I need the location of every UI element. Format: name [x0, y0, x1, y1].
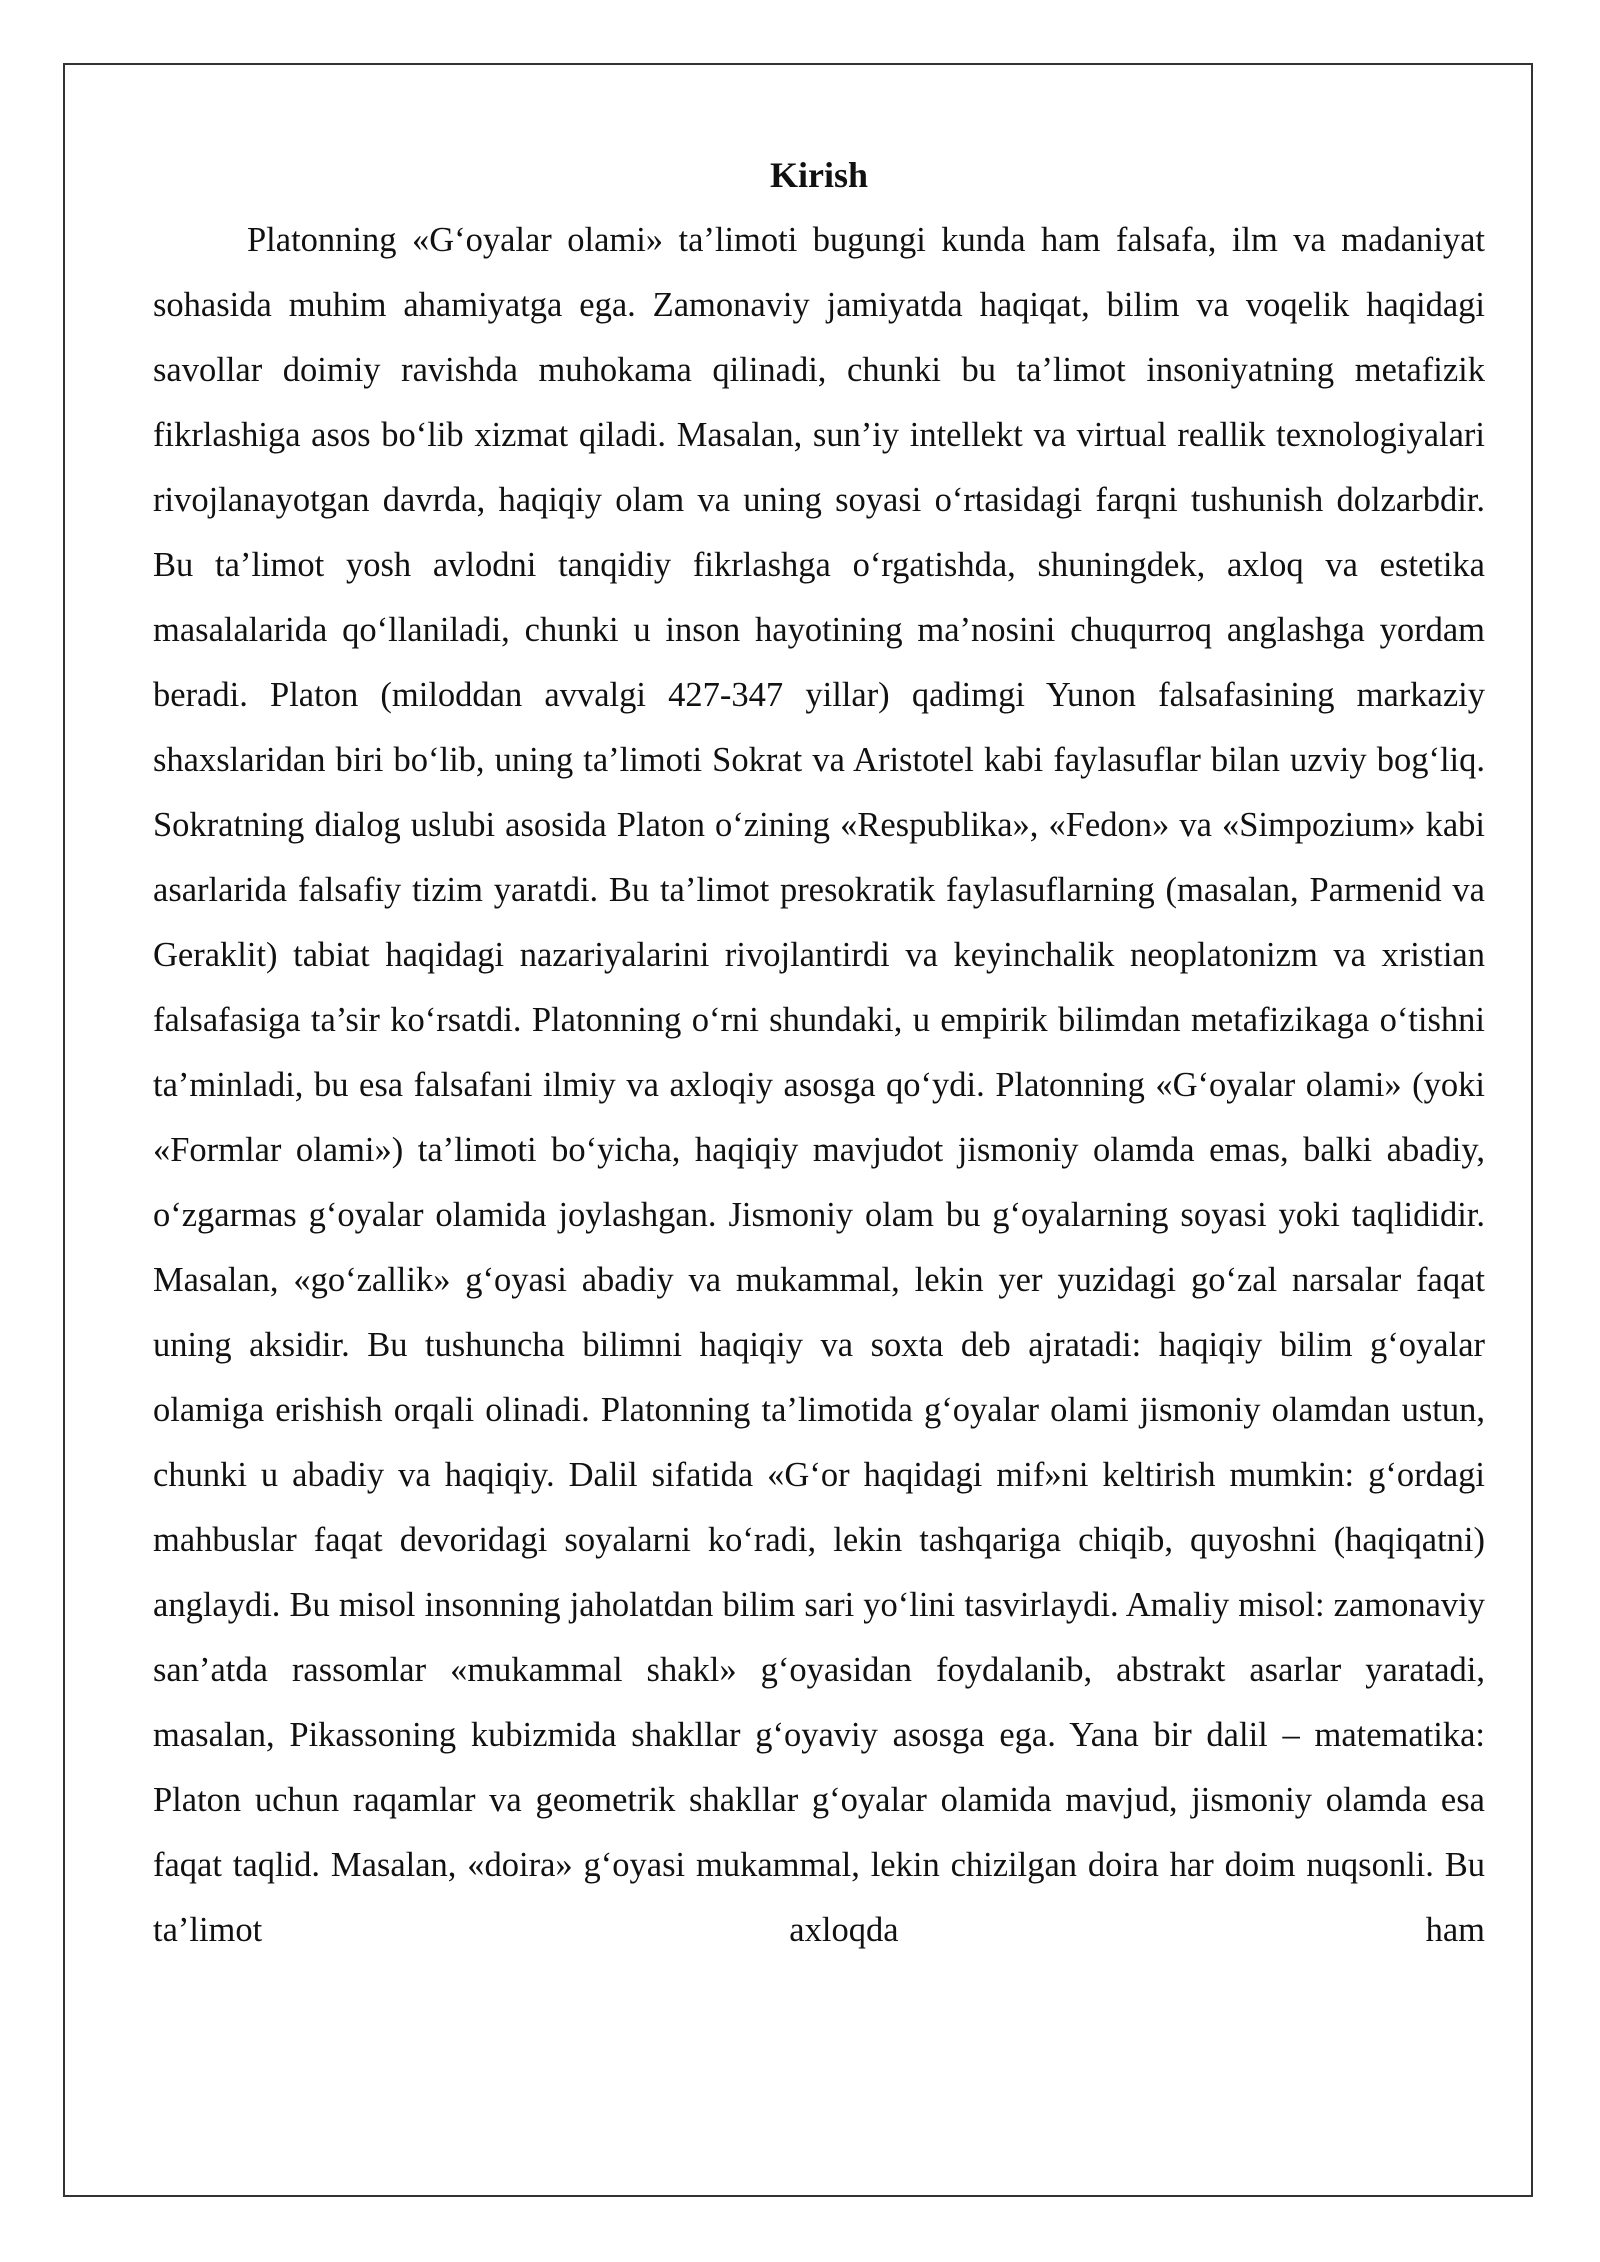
section-heading: Kirish [769, 155, 868, 195]
document-body [153, 143, 1485, 1963]
body-paragraph: Platonning «G‘oyalar olami» ta’limoti bugungi kunda ham falsafa, ilm va madaniyat sohasida muhim ahamiyatga ega. Zamonaviy jamiyatda haqiqat, bilim va voqelik haqidagi savollar doimiy ravishda muhokama qilinadi, chunki bu ta’limot insoniyatning metafizik fikrlashiga asos bo‘lib xizmat qiladi. Masalan, sun’iy intellekt va virtual reallik texnologiyalari rivojlanayotgan davrda, haqiqiy olam va uning soyasi o‘rtasidagi farqni tushunish dolzarbdir. Bu ta’limot yosh avlodni tanqidiy fikrlashga o‘rgatishda, shuningdek, axloq va estetika masalalarida qo‘llaniladi, chunki u inson hayotining ma’nosini chuqurroq anglashga yordam beradi. Platon (miloddan avvalgi 427-347 yillar) qadimgi Yunon falsafasining markaziy shaxslaridan biri bo‘lib, uning ta’limoti Sokrat va Aristotel kabi faylasuflar bilan uzviy bog‘liq. Sokratning dialog uslubi asosida Platon o‘zining «Respublika», «Fedon» va «Simpozium» kabi asarlarida falsafiy tizim yaratdi. Bu ta’limot presokratik faylasuflarning (masalan, Parmenid va Geraklit) tabiat haqidagi nazariyalarini rivojlantirdi va keyinchalik neoplatonizm va xristian falsafasiga ta’sir ko‘rsatdi. Platonning o‘rni shundaki, u empirik bilimdan metafizikaga o‘tishni ta’minladi, bu esa falsafani ilmiy va axloqiy asosga qo‘ydi. Platonning «G‘oyalar olami» (yoki «Formlar olami») ta’limoti bo‘yicha, haqiqiy mavjudot jismoniy olamda emas, balki abadiy, o‘zgarmas g‘oyalar olamida joylashgan. Jismoniy olam bu g‘oyalarning soyasi yoki taqlididir. Masalan, «go‘zallik» g‘oyasi abadiy va mukammal, lekin yer yuzidagi go‘zal narsalar faqat uning aksidir. Bu tushuncha bilimni haqiqiy va soxta deb ajratadi: haqiqiy bilim g‘oyalar olamiga erishish orqali olinadi. Platonning ta’limotida g‘oyalar olami jismoniy olamdan ustun, chunki u abadiy va haqiqiy. Dalil sifatida «G‘or haqidagi mif»ni keltirish mumkin: g‘ordagi mahbuslar faqat devoridagi soyalarni ko‘radi, lekin tashqariga chiqib, quyoshni (haqiqatni) anglaydi. Bu misol insonning jaholatdan bilim sari yo‘lini tasvirlaydi. Amaliy misol: zamonaviy san’atda rassomlar «mukammal shakl» g‘oyasidan foydalanib, abstrakt asarlar yaratadi, masalan, Pikassoning kubizmida shakllar g‘oyaviy asosga ega. Yana bir dalil – matematika: Platon uchun raqamlar va geometrik shakllar g‘oyalar olamida mavjud, jismoniy olamda esa faqat taqlid. Masalan, «doira» g‘oyasi mukammal, lekin chizilgan doira har doim nuqsonli. Bu ta’limot axloqda ham [153, 221, 1485, 1949]
